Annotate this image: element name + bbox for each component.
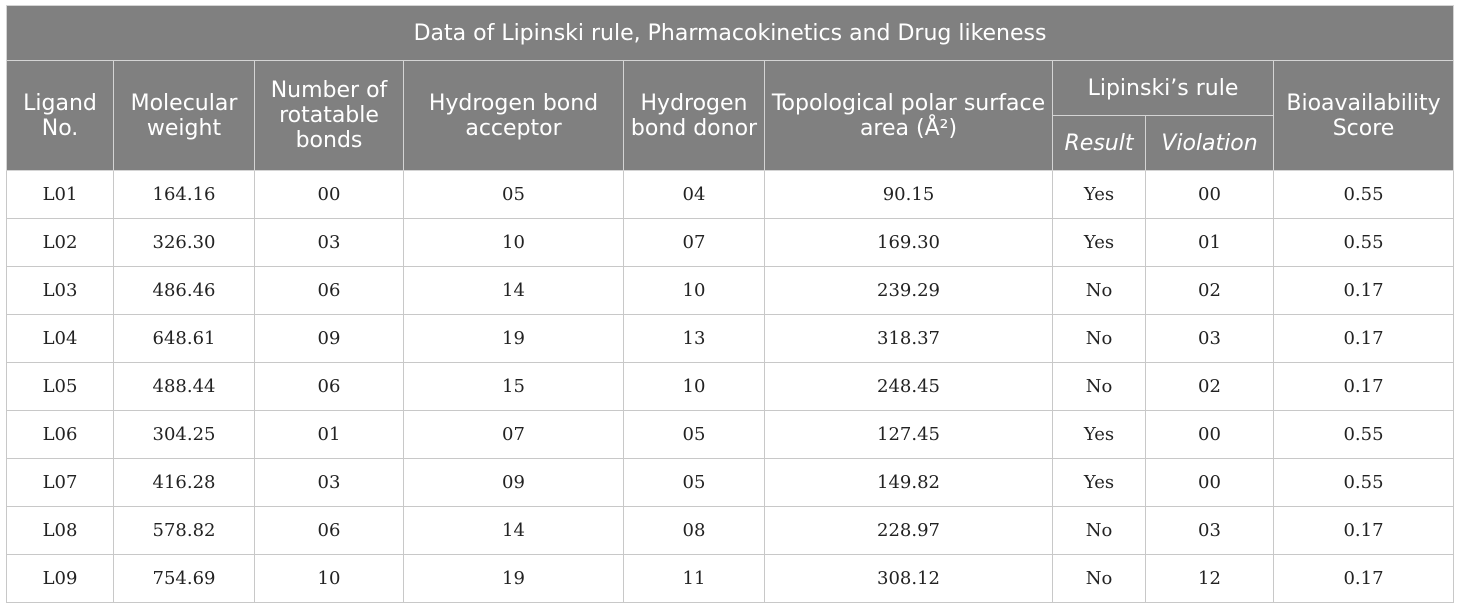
- cell-ligand: L05: [7, 363, 114, 411]
- cell-result: Yes: [1053, 411, 1146, 459]
- cell-rotatable-bonds: 01: [255, 411, 404, 459]
- cell-rotatable-bonds: 10: [255, 555, 404, 603]
- header-lipinski-rule: Lipinski’s rule: [1053, 61, 1274, 116]
- cell-bioavailability: 0.17: [1274, 507, 1454, 555]
- cell-hbond-acceptor: 14: [404, 267, 624, 315]
- table-row: [7, 411, 1454, 459]
- header-hbond-donor: Hydrogen bond donor: [624, 61, 765, 171]
- cell-hbond-donor: 05: [624, 411, 765, 459]
- table-row: [7, 219, 1454, 267]
- table-row: [7, 267, 1454, 315]
- cell-bioavailability: 0.55: [1274, 219, 1454, 267]
- cell-result: No: [1053, 507, 1146, 555]
- cell-result: Yes: [1053, 219, 1146, 267]
- cell-hbond-donor: 10: [624, 363, 765, 411]
- cell-tpsa: 239.29: [765, 267, 1053, 315]
- cell-molecular-weight: 648.61: [114, 315, 255, 363]
- cell-result: No: [1053, 315, 1146, 363]
- cell-rotatable-bonds: 03: [255, 459, 404, 507]
- cell-rotatable-bonds: 03: [255, 219, 404, 267]
- cell-ligand: L07: [7, 459, 114, 507]
- lipinski-data-table: [6, 5, 1454, 603]
- cell-violation: 03: [1146, 507, 1274, 555]
- cell-ligand: L06: [7, 411, 114, 459]
- cell-violation: 00: [1146, 171, 1274, 219]
- header-bioavailability-score: Bioavailability Score: [1274, 61, 1454, 171]
- cell-molecular-weight: 416.28: [114, 459, 255, 507]
- cell-molecular-weight: 486.46: [114, 267, 255, 315]
- header-molecular-weight: Molecular weight: [114, 61, 255, 171]
- cell-violation: 00: [1146, 411, 1274, 459]
- cell-result: Yes: [1053, 459, 1146, 507]
- cell-hbond-donor: 07: [624, 219, 765, 267]
- cell-result: No: [1053, 555, 1146, 603]
- cell-ligand: L01: [7, 171, 114, 219]
- cell-tpsa: 248.45: [765, 363, 1053, 411]
- cell-bioavailability: 0.55: [1274, 459, 1454, 507]
- cell-ligand: L04: [7, 315, 114, 363]
- cell-hbond-acceptor: 10: [404, 219, 624, 267]
- cell-tpsa: 228.97: [765, 507, 1053, 555]
- cell-result: No: [1053, 267, 1146, 315]
- cell-hbond-acceptor: 05: [404, 171, 624, 219]
- cell-molecular-weight: 304.25: [114, 411, 255, 459]
- cell-tpsa: 149.82: [765, 459, 1053, 507]
- table-row: [7, 507, 1454, 555]
- table-row: [7, 363, 1454, 411]
- cell-hbond-acceptor: 09: [404, 459, 624, 507]
- table-title: Data of Lipinski rule, Pharmacokinetics and Drug likeness: [7, 6, 1454, 61]
- cell-bioavailability: 0.17: [1274, 315, 1454, 363]
- cell-hbond-acceptor: 15: [404, 363, 624, 411]
- cell-violation: 00: [1146, 459, 1274, 507]
- cell-result: Yes: [1053, 171, 1146, 219]
- cell-rotatable-bonds: 06: [255, 363, 404, 411]
- table-row: [7, 459, 1454, 507]
- cell-tpsa: 318.37: [765, 315, 1053, 363]
- cell-bioavailability: 0.17: [1274, 555, 1454, 603]
- cell-tpsa: 308.12: [765, 555, 1053, 603]
- cell-rotatable-bonds: 00: [255, 171, 404, 219]
- cell-hbond-acceptor: 19: [404, 555, 624, 603]
- cell-molecular-weight: 488.44: [114, 363, 255, 411]
- cell-molecular-weight: 578.82: [114, 507, 255, 555]
- cell-ligand: L09: [7, 555, 114, 603]
- cell-hbond-donor: 13: [624, 315, 765, 363]
- cell-hbond-donor: 10: [624, 267, 765, 315]
- cell-tpsa: 90.15: [765, 171, 1053, 219]
- cell-bioavailability: 0.17: [1274, 363, 1454, 411]
- cell-violation: 02: [1146, 267, 1274, 315]
- cell-rotatable-bonds: 06: [255, 267, 404, 315]
- cell-violation: 01: [1146, 219, 1274, 267]
- cell-rotatable-bonds: 09: [255, 315, 404, 363]
- cell-molecular-weight: 754.69: [114, 555, 255, 603]
- header-ligand-no: Ligand No.: [7, 61, 114, 171]
- cell-violation: 02: [1146, 363, 1274, 411]
- header-tpsa: Topological polar surface area (Å²): [765, 61, 1053, 171]
- cell-hbond-donor: 05: [624, 459, 765, 507]
- cell-hbond-acceptor: 19: [404, 315, 624, 363]
- cell-ligand: L02: [7, 219, 114, 267]
- header-violation: Violation: [1146, 116, 1274, 171]
- cell-bioavailability: 0.55: [1274, 411, 1454, 459]
- header-rotatable-bonds: Number of rotatable bonds: [255, 61, 404, 171]
- table-row: [7, 171, 1454, 219]
- cell-hbond-donor: 08: [624, 507, 765, 555]
- table-row: [7, 315, 1454, 363]
- cell-molecular-weight: 164.16: [114, 171, 255, 219]
- table-row: [7, 555, 1454, 603]
- cell-hbond-acceptor: 07: [404, 411, 624, 459]
- cell-violation: 03: [1146, 315, 1274, 363]
- cell-ligand: L03: [7, 267, 114, 315]
- cell-bioavailability: 0.55: [1274, 171, 1454, 219]
- cell-hbond-donor: 11: [624, 555, 765, 603]
- cell-result: No: [1053, 363, 1146, 411]
- cell-ligand: L08: [7, 507, 114, 555]
- cell-tpsa: 127.45: [765, 411, 1053, 459]
- cell-rotatable-bonds: 06: [255, 507, 404, 555]
- cell-molecular-weight: 326.30: [114, 219, 255, 267]
- cell-bioavailability: 0.17: [1274, 267, 1454, 315]
- header-hbond-acceptor: Hydrogen bond acceptor: [404, 61, 624, 171]
- cell-tpsa: 169.30: [765, 219, 1053, 267]
- cell-hbond-acceptor: 14: [404, 507, 624, 555]
- header-result: Result: [1053, 116, 1146, 171]
- cell-hbond-donor: 04: [624, 171, 765, 219]
- cell-violation: 12: [1146, 555, 1274, 603]
